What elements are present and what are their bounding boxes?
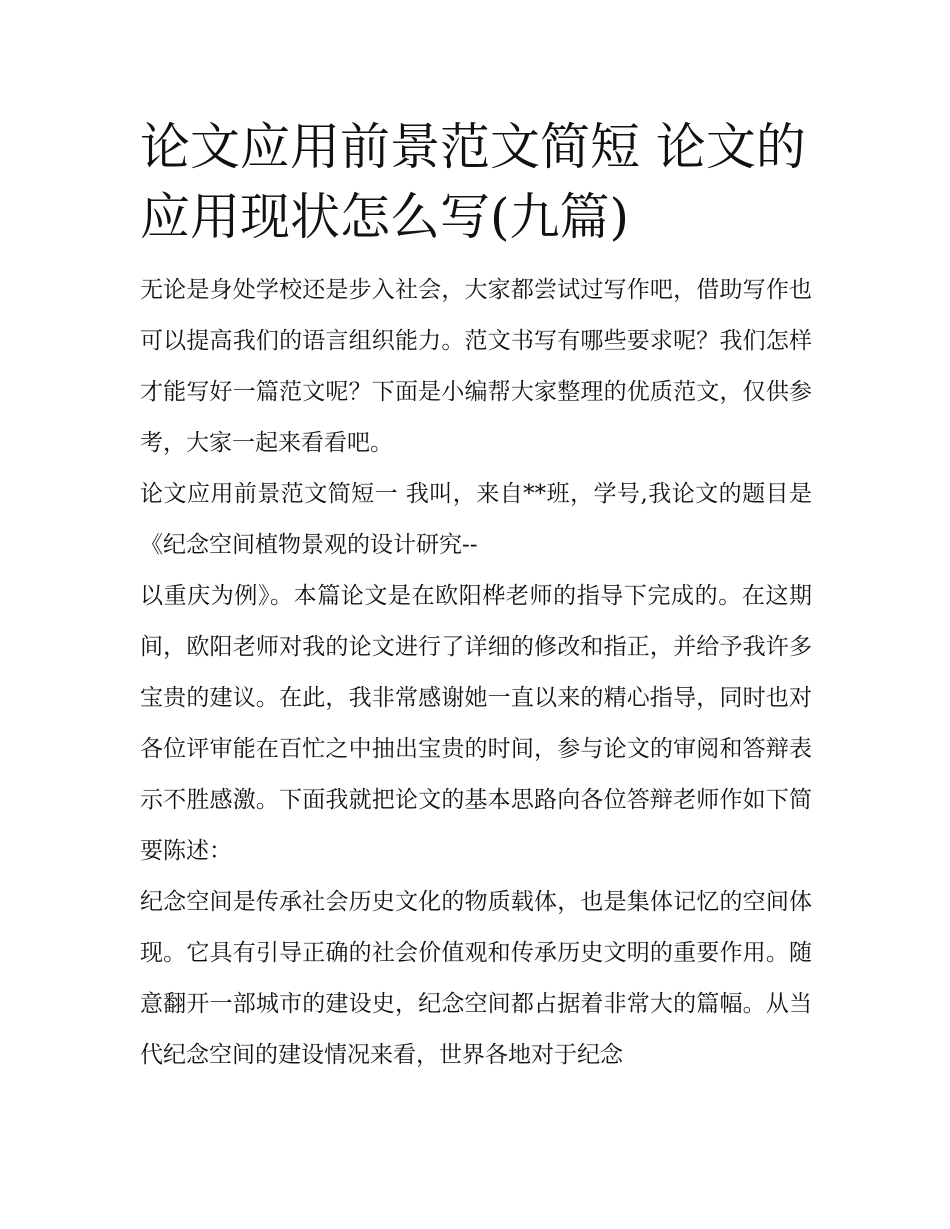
acknowledgement-paragraph: 以重庆为例》。本篇论文是在欧阳桦老师的指导下完成的。在这期间，欧阳老师对我的论文进行了详细的修改和指正，并给予我许多宝贵的建议。在此，我非常感谢她一直以来的精心指导，同时也对各位评审能在百忙之中抽出宝贵的时间，参与论文的审阅和答辩表示不胜感激。下面我就把论文的基本思路向各位答辩老师作如下简要陈述： xyxy=(140,583,812,864)
section-heading-paragraph: 论文应用前景范文简短一 我叫，来自**班，学号,我论文的题目是《纪念空间植物景观的设计研究-- xyxy=(140,481,812,558)
body-paragraph: 纪念空间是传承社会历史文化的物质载体，也是集体记忆的空间体现。它具有引导正确的社会价值观和传承历史文明的重要作用。随意翻开一部城市的建设史，纪念空间都占据着非常大的篇幅。从当代纪念空间的建设情况来看，世界各地对于纪念 xyxy=(140,889,812,1068)
document-body xyxy=(140,112,812,1081)
intro-paragraph: 无论是身处学校还是步入社会，大家都尝试过写作吧，借助写作也可以提高我们的语言组织能力。范文书写有哪些要求呢？我们怎样才能写好一篇范文呢？下面是小编帮大家整理的优质范文，仅供参考，大家一起来看看吧。 xyxy=(140,277,812,456)
document-title: 论文应用前景范文简短 论文的应用现状怎么写(九篇) xyxy=(140,118,806,246)
